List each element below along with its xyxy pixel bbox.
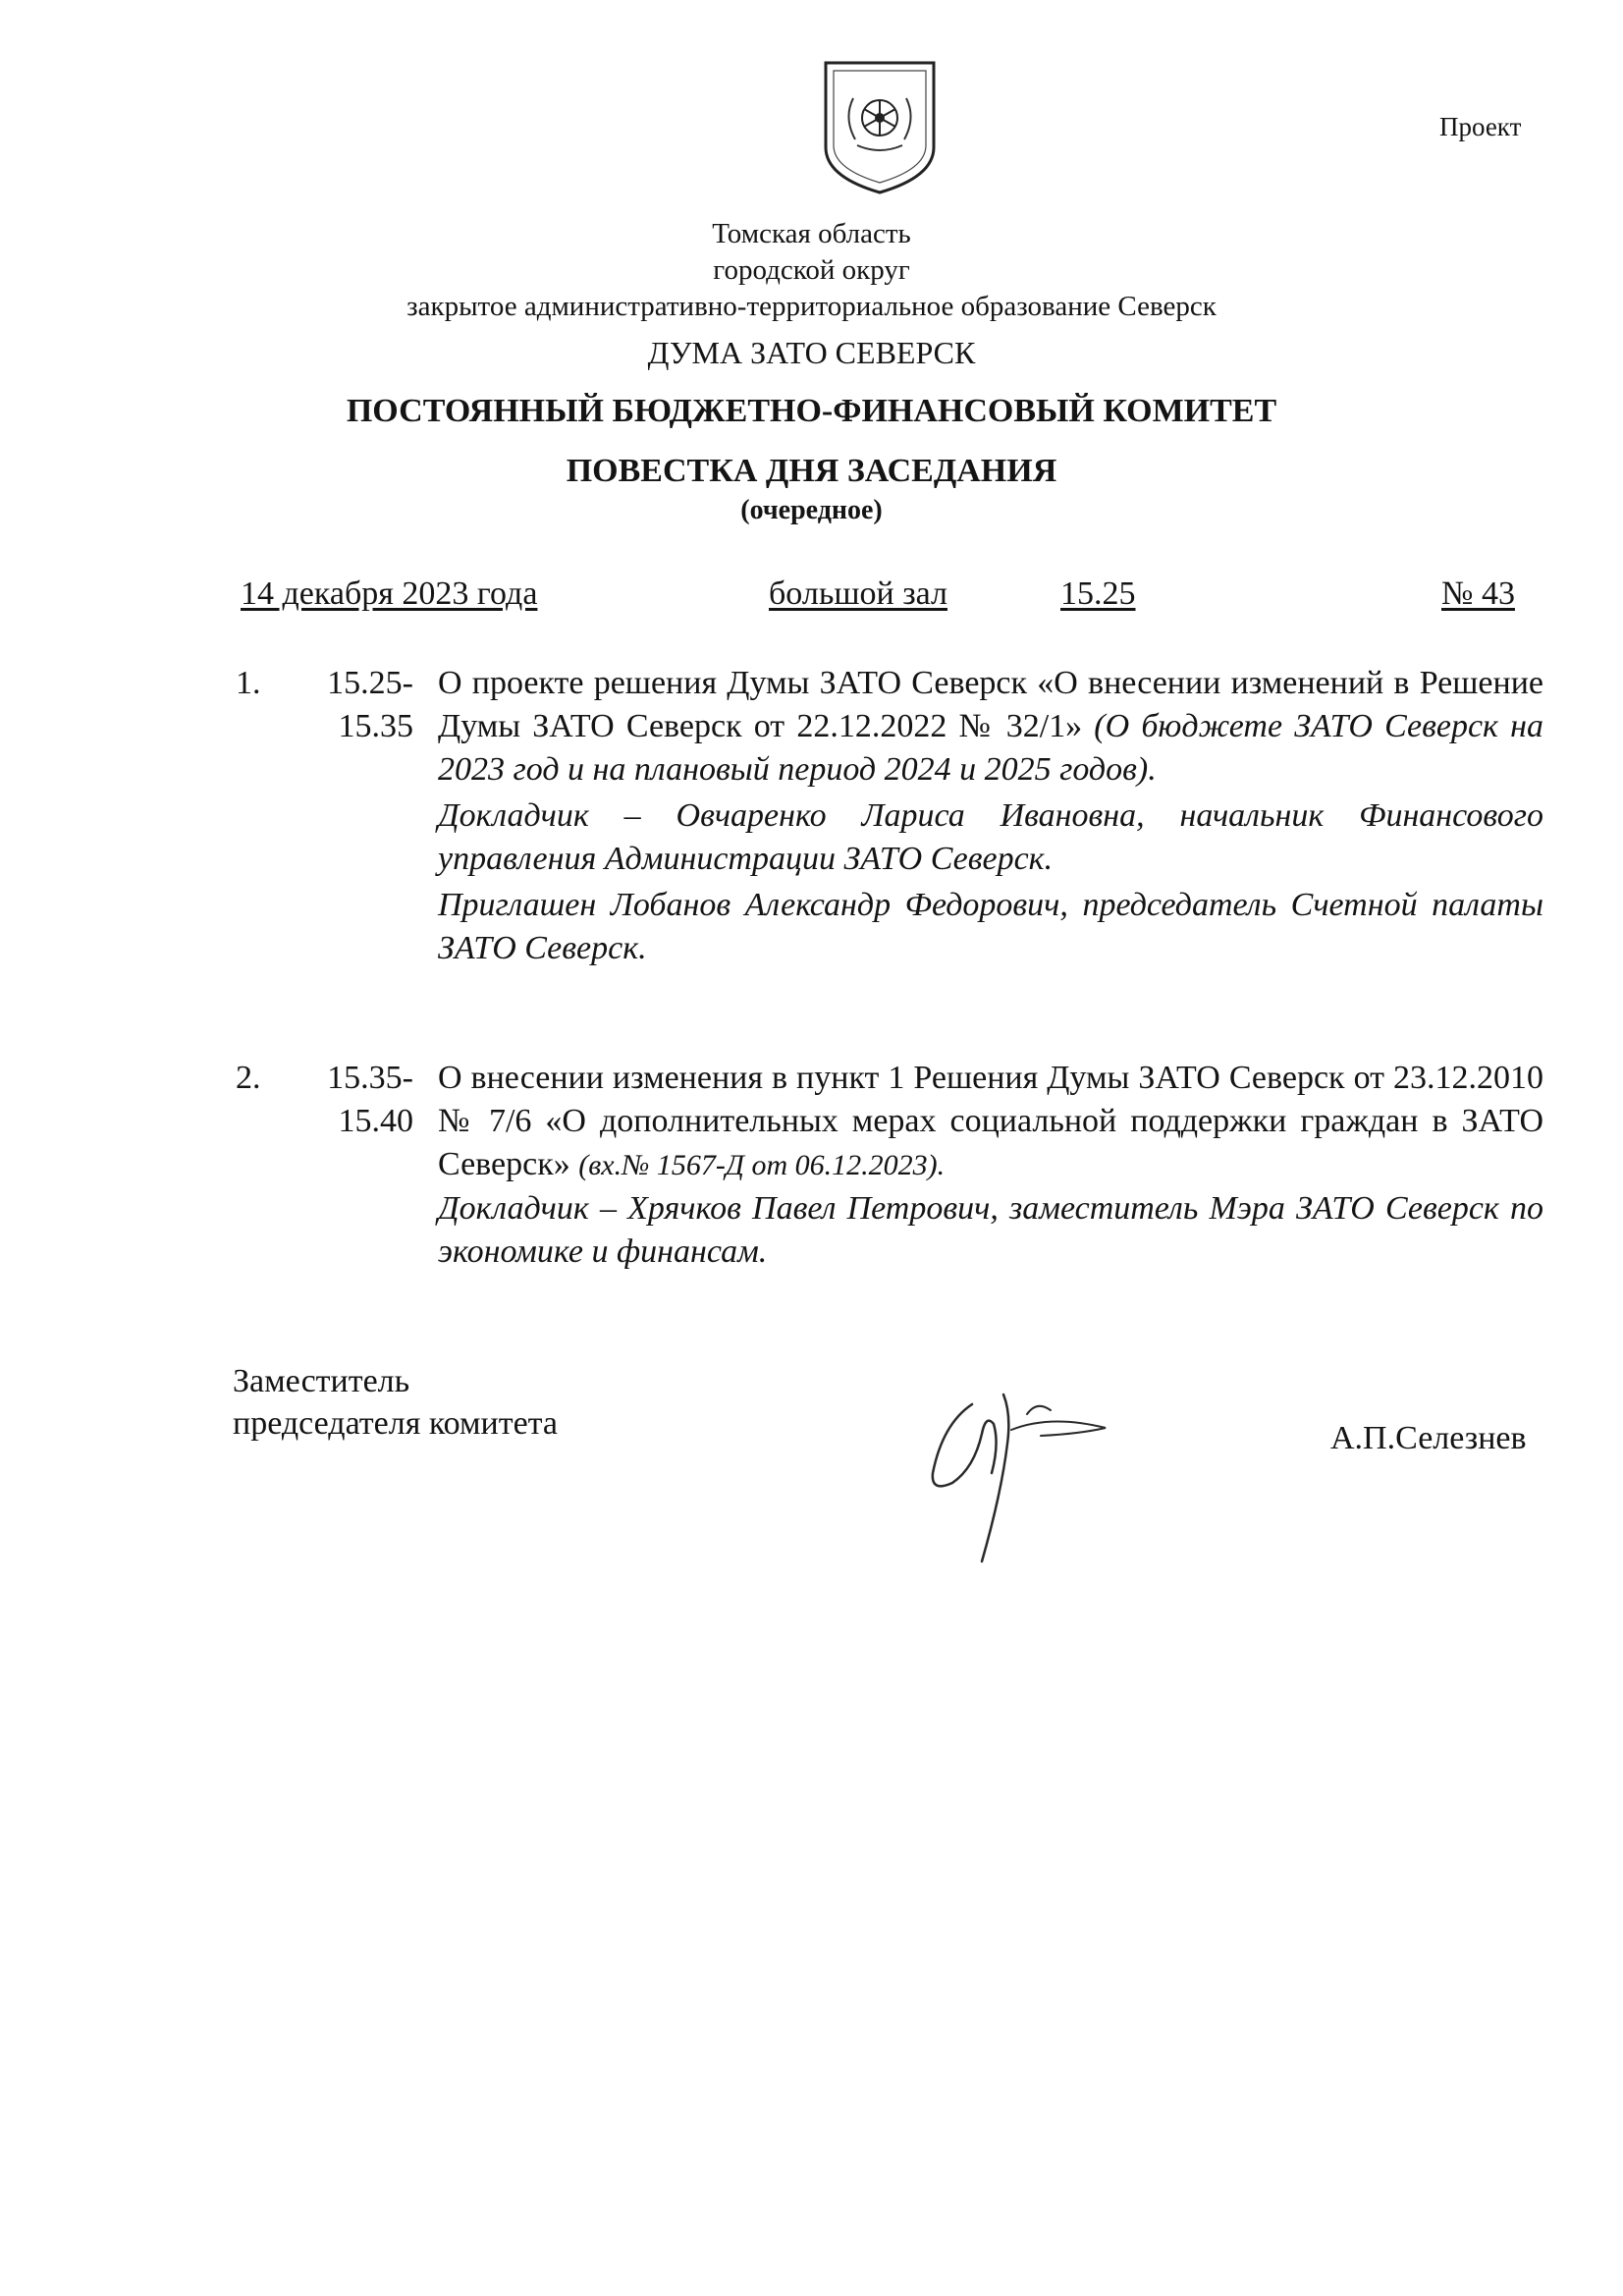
signer-position-line1: Заместитель — [233, 1363, 410, 1399]
meeting-number: № 43 — [1441, 575, 1515, 612]
item-time-from: 15.25- — [327, 665, 413, 701]
item-speaker: Докладчик – Хрячков Павел Петрович, заместитель Мэра ЗАТО Северск по экономике и финансам. — [438, 1190, 1543, 1270]
item-time-to: 15.40 — [338, 1103, 413, 1139]
region-name: Томская область — [712, 218, 911, 249]
item-time — [305, 1057, 413, 1143]
session-type: (очередное) — [740, 495, 883, 525]
signer-name: А.П.Селезнев — [1330, 1420, 1527, 1456]
handwritten-signature — [913, 1365, 1139, 1571]
item-body — [438, 1057, 1543, 1274]
item-note: (О бюджете ЗАТО Северск на 2023 год и на плановый период 2024 и 2025 годов). — [438, 708, 1543, 788]
item-title: О внесении изменения в пункт 1 Решения Думы ЗАТО Северск от 23.12.2010 № 7/6 «О дополнительных мерах социальной поддержки граждан в ЗАТО Северск» — [438, 1060, 1543, 1182]
draft-mark: Проект — [1439, 112, 1522, 141]
item-note: (вх.№ 1567-Д от 06.12.2023). — [578, 1149, 946, 1181]
district-name: городской округ — [713, 254, 910, 286]
committee-name: ПОСТОЯННЫЙ БЮДЖЕТНО-ФИНАНСОВЫЙ КОМИТЕТ — [346, 393, 1277, 429]
item-time — [305, 662, 413, 748]
meeting-place: большой зал — [769, 575, 947, 612]
item-invited: Приглашен Лобанов Александр Федорович, председатель Счетной палаты ЗАТО Северск. — [438, 887, 1543, 966]
item-time-to: 15.35 — [338, 708, 413, 744]
coat-of-arms-icon — [820, 57, 940, 196]
item-body — [438, 662, 1543, 970]
meeting-time: 15.25 — [1060, 575, 1136, 612]
signer-position-line2: председателя комитета — [233, 1405, 559, 1442]
agenda-title: ПОВЕСТКА ДНЯ ЗАСЕДАНИЯ — [566, 453, 1057, 489]
duma-name: ДУМА ЗАТО СЕВЕРСК — [647, 335, 976, 370]
item-number: 2. — [236, 1060, 261, 1096]
meeting-date: 14 декабря 2023 года — [241, 575, 538, 612]
item-speaker: Докладчик – Овчаренко Лариса Ивановна, начальник Финансового управления Администрации ЗАТО Северск. — [438, 797, 1543, 877]
entity-name: закрытое административно-территориальное образование Северск — [406, 291, 1217, 322]
item-number: 1. — [236, 665, 261, 701]
item-title: О проекте решения Думы ЗАТО Северск «О внесении изменений в Решение Думы ЗАТО Северск от 22.12.2022 № 32/1» — [438, 665, 1543, 744]
signer-position — [233, 1360, 558, 1445]
item-time-from: 15.35- — [327, 1060, 413, 1096]
